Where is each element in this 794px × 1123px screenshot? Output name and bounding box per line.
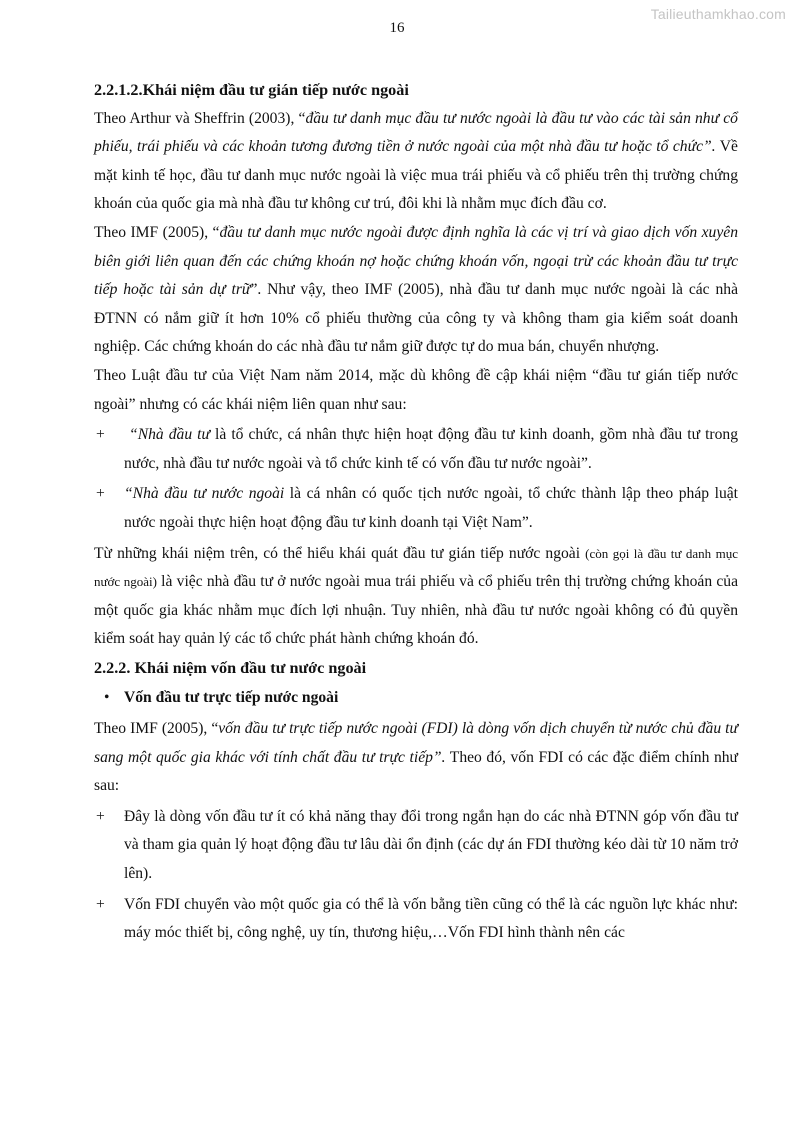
paragraph-imf-2005: [94, 219, 738, 362]
paragraph-tail: Về mặt kinh tế học, đầu tư danh mục nước ngoài là việc mua trái phiếu và cổ phiếu trên thị trường chứng khoán của quốc gia mà nhà đầu tư không cư trú, đôi khi là nhằm mục đích đầu cơ.: [94, 138, 738, 213]
section-heading-2-2-1-2: 2.2.1.2.Khái niệm đầu tư gián tiếp nước ngoài: [94, 81, 409, 99]
bullet-heading-fdi: [94, 684, 738, 713]
list-item-term: “Nhà đầu tư nước ngoài: [124, 485, 285, 503]
paragraph-lead: Theo IMF (2005), “: [94, 223, 220, 241]
plus-marker: +: [96, 426, 105, 444]
quoted-definition: vốn đầu tư trực tiếp nước ngoài (FDI) là dòng vốn dịch chuyển từ nước chủ đầu tư sang một quốc gia khác với tính chất đầu tư trực tiếp”.: [94, 720, 739, 766]
document-body: [94, 76, 738, 950]
paragraph-lead: Từ những khái niệm trên, có thể hiểu khái quát đầu tư gián tiếp nước ngoài: [94, 544, 586, 562]
paragraph-luat-dau-tu: Theo Luật đầu tư của Việt Nam năm 2014, mặc dù không đề cập khái niệm “đầu tư gián tiếp nước ngoài” nhưng có các khái niệm liên quan như sau:: [94, 366, 738, 413]
list-item-body: là tổ chức, cá nhân thực hiện hoạt động đầu tư kinh doanh, gồm nhà đầu tư trong nước, nhà đầu tư nước ngoài và tổ chức kinh tế có vốn đầu tư nước ngoài”.: [124, 426, 738, 472]
paragraph-tail: ”. Như vậy, theo IMF (2005), nhà đầu tư danh mục nước ngoài là các nhà ĐTNN có nắm giữ ít hơn 10% cổ phiếu thường của công ty và không tham gia kiểm soát doanh nghiệp. Các chứng khoán do các nhà đầu tư nắm giữ được tự do mua bán, chuyển nhượng.: [94, 281, 738, 356]
section-heading-2-2-2: 2.2.2. Khái niệm vốn đầu tư nước ngoài: [94, 658, 367, 677]
watermark: Tailieuthamkhao.com: [650, 6, 786, 22]
list-item-text: [124, 480, 738, 537]
list-item-text: Đây là dòng vốn đầu tư ít có khả năng thay đổi trong ngắn hạn do các nhà ĐTNN góp vốn đầu tư và tham gia quản lý hoạt động đầu tư lâu dài ổn định (các dự án FDI thường kéo dài từ 10 năm trở lên).: [124, 807, 738, 883]
list-item: [94, 480, 738, 537]
paragraph-tail: Theo đó, vốn FDI có các đặc điểm chính như sau:: [94, 748, 738, 795]
list-item: [94, 803, 738, 889]
plus-marker: +: [96, 485, 105, 503]
page-number: 16: [389, 20, 405, 36]
paragraph-lead: Theo IMF (2005), “: [94, 720, 219, 738]
paragraph-summary: [94, 540, 738, 654]
quoted-definition: đầu tư danh mục đầu tư nước ngoài là đầu tư vào các tài sản như cổ phiếu, trái phiếu và các khoản tương đương tiền ở nước ngoài của một nhà đầu tư hoặc tổ chức”.: [94, 109, 738, 156]
bullet-heading-text: Vốn đầu tư trực tiếp nước ngoài: [124, 689, 339, 707]
quoted-definition: đầu tư danh mục nước ngoài được định nghĩa là các vị trí và giao dịch vốn xuyên biên giới liên quan đến các chứng khoán nợ hoặc chứng khoán vốn, ngoại trừ các khoản đầu tư trực tiếp hoặc tài sản dự trữ: [94, 223, 738, 299]
list-item: [94, 421, 738, 478]
paragraph-imf-fdi: [94, 715, 738, 801]
paragraph-arthur-sheffrin: [94, 105, 738, 219]
paragraph-lead: Theo Arthur và Sheffrin (2003), “: [94, 109, 306, 127]
paragraph-tail: là việc nhà đầu tư ở nước ngoài mua trái phiếu và cổ phiếu trên thị trường chứng khoán của một quốc gia khác nhằm mục đích lợi nhuận. Tuy nhiên, nhà đầu tư nước ngoài không có đủ quyền kiểm soát hay quản lý các tổ chức phát hành chứng khoán đó.: [94, 573, 738, 648]
list-item: [94, 891, 738, 948]
bullet-icon: •: [104, 689, 110, 707]
list-item-text: [124, 421, 738, 478]
list-item-term: “Nhà đầu tư: [129, 426, 211, 444]
plus-marker: +: [96, 807, 105, 825]
list-item-body: là cá nhân có quốc tịch nước ngoài, tổ chức thành lập theo pháp luật nước ngoài thực hiện hoạt động đầu tư kinh doanh tại Việt Nam”.: [124, 485, 738, 531]
paragraph-aside: (còn gọi là đầu tư danh mục nước ngoài): [94, 545, 738, 590]
plus-marker: +: [96, 895, 105, 913]
list-item-text: Vốn FDI chuyển vào một quốc gia có thể là vốn bằng tiền cũng có thể là các nguồn lực khác như: máy móc thiết bị, công nghệ, uy tín, thương hiệu,…Vốn FDI hình thành nên các: [124, 895, 738, 942]
